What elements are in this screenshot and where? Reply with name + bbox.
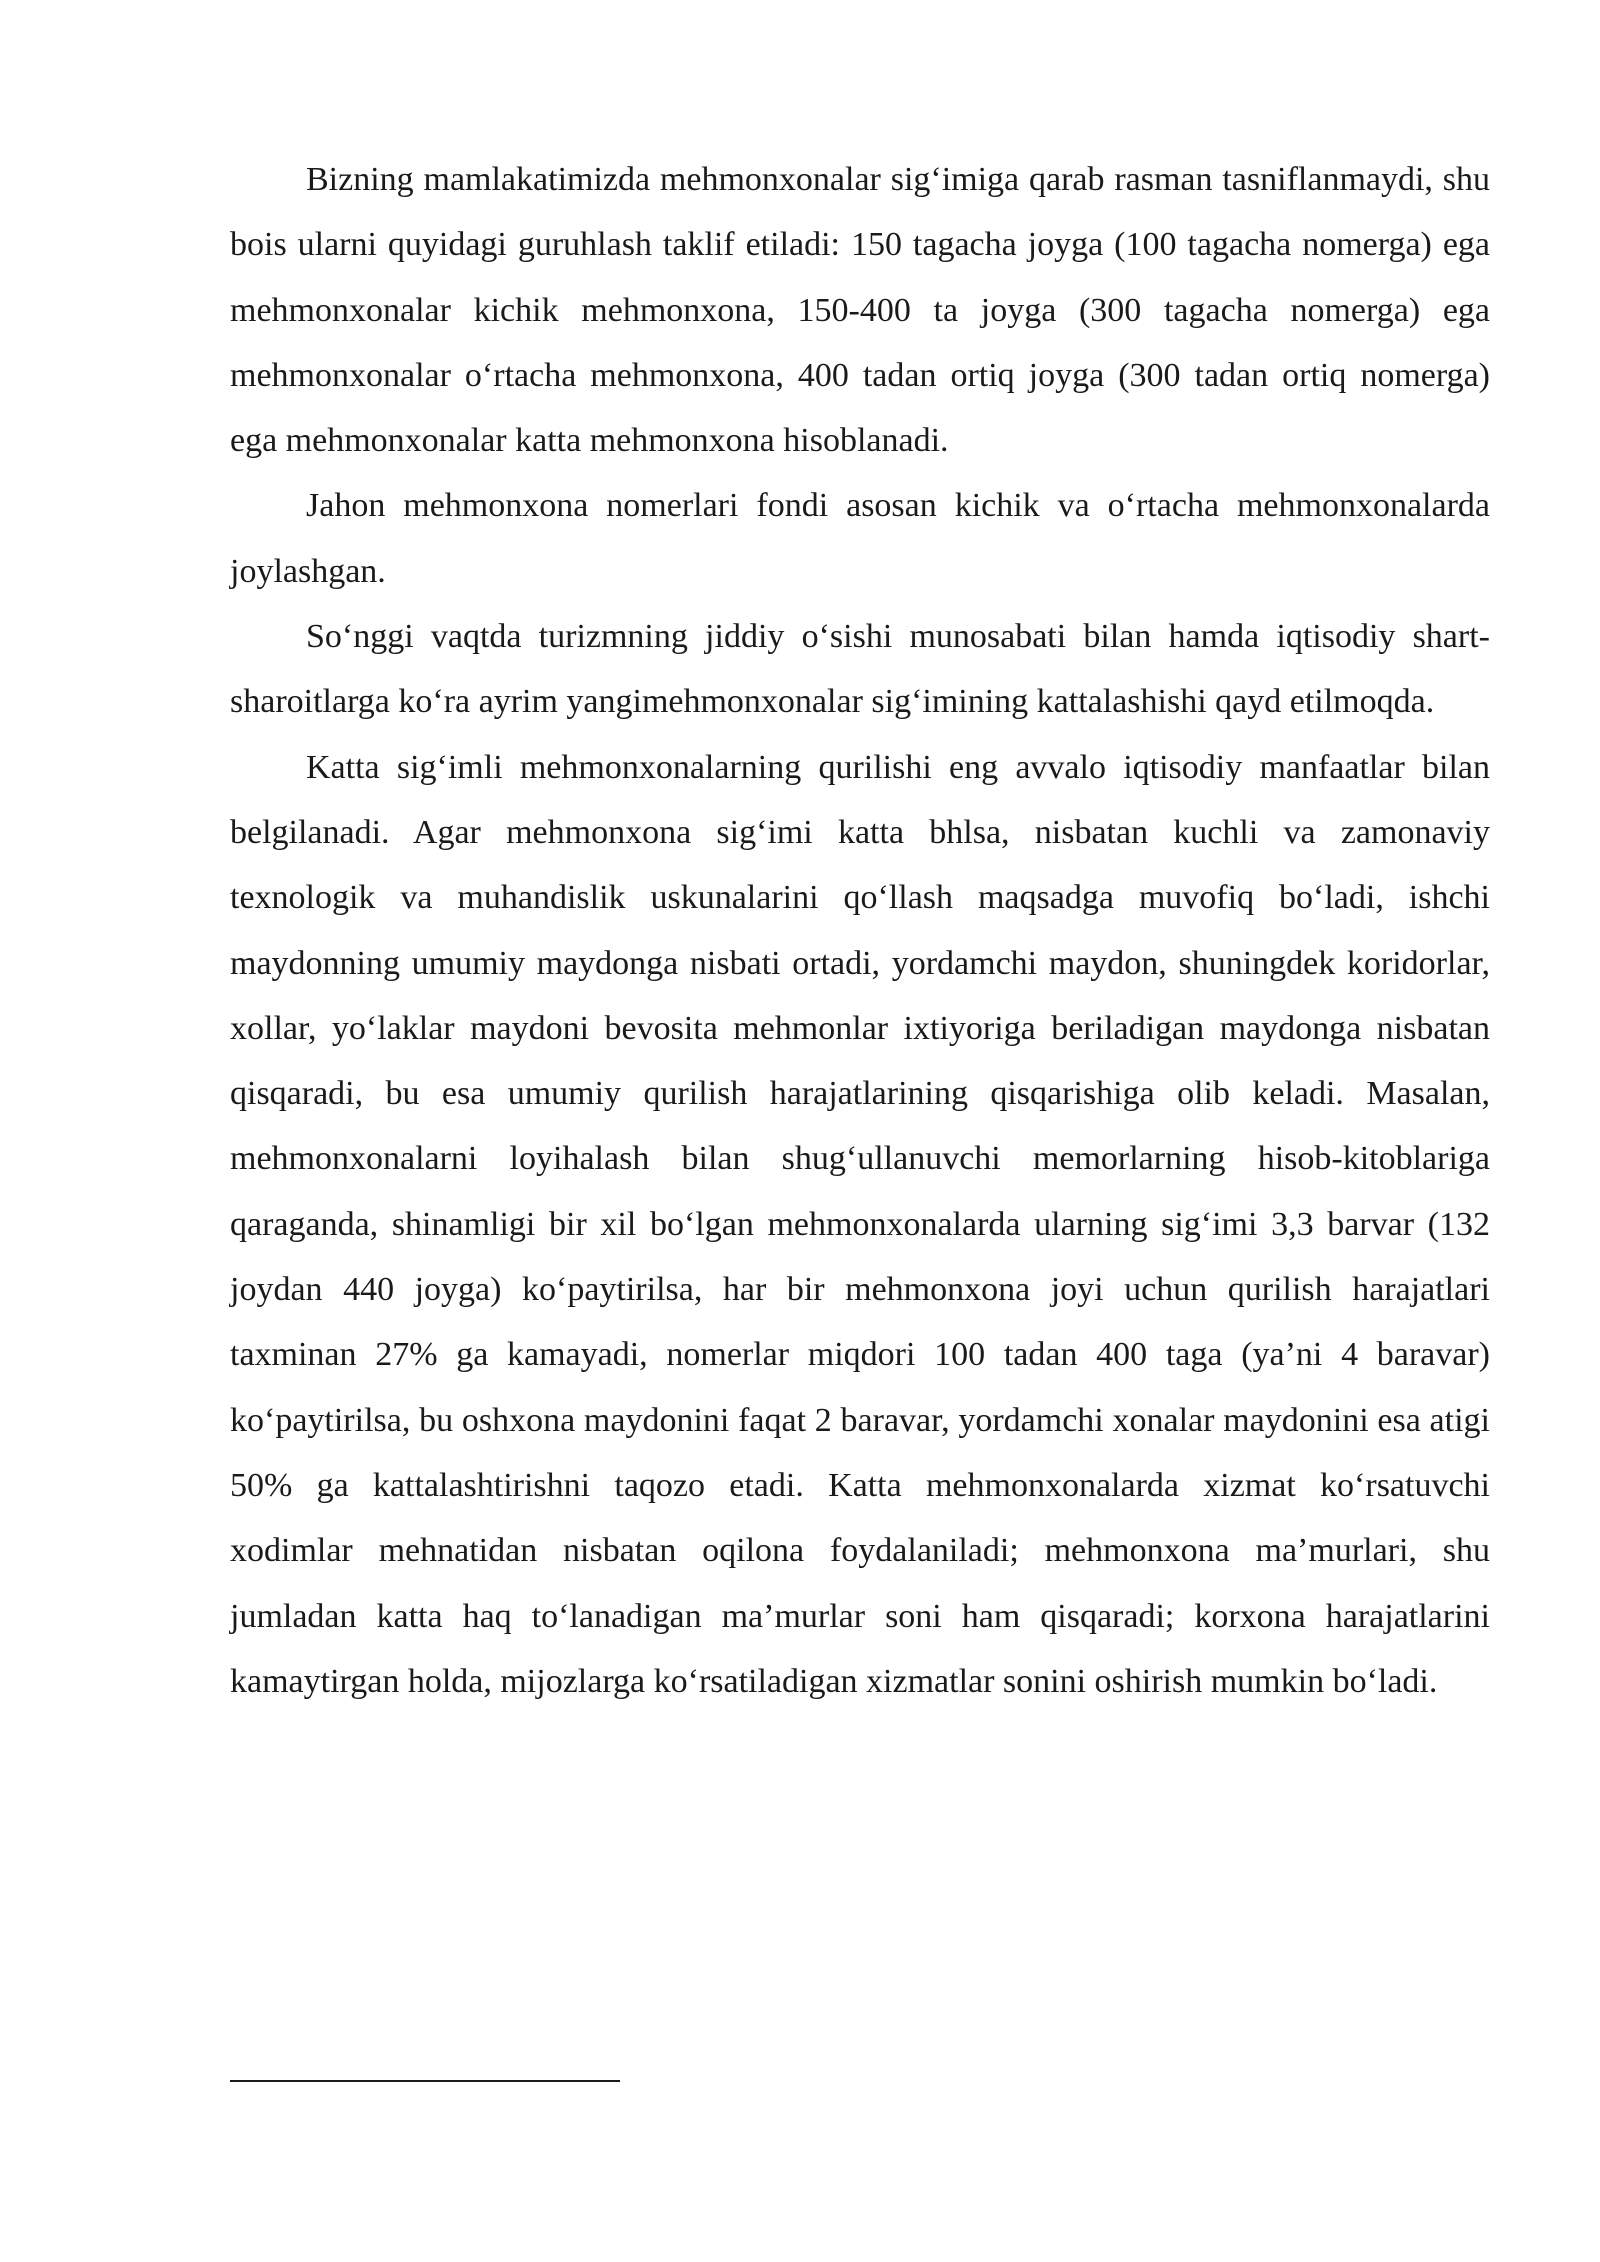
paragraph-world-room-fund: Jahon mehmonxona nomerlari fondi asosan kichik va o‘rtacha mehmonxonalarda joylashgan. [230,487,1490,590]
body-text [230,147,1490,1714]
paragraph-capacity-classification: Bizning mamlakatimizda mehmonxonalar sig‘imiga qarab rasman tasniflanmaydi, shu bois ularni quyidagi guruhlash taklif etiladi: 150 tagacha joyga (100 tagacha nomerga) ega mehmonxonalar kichik mehmonxona, 150-400 ta joyga (300 tagacha nomerga) ega mehmonxonalar o‘rtacha mehmonxona, 400 tadan ortiq joyga (300 tadan ortiq nomerga) ega mehmonxonalar katta mehmonxona hisoblanadi. [230,161,1490,460]
paragraph-large-hotel-economics: Katta sig‘imli mehmonxonalarning qurilishi eng avvalo iqtisodiy manfaatlar bilan belgilanadi. Agar mehmonxona sig‘imi katta bhlsa, nisbatan kuchli va zamonaviy texnologik va muhandislik uskunalarini qo‘llash maqsadga muvofiq bo‘ladi, ishchi maydonning umumiy maydonga nisbati ortadi, yordamchi maydon, shuningdek koridorlar, xollar, yo‘laklar maydoni bevosita mehmonlar ixtiyoriga beriladigan maydonga nisbatan qisqaradi, bu esa umumiy qurilish harajatlarining qisqarishiga olib keladi. Masalan, mehmonxonalarni loyihalash bilan shug‘ullanuvchi memorlarning hisob-kitoblariga qaraganda, shinamligi bir xil bo‘lgan mehmonxonalarda ularning sig‘imi 3,3 barvar (132 joydan 440 joyga) ko‘paytirilsa, har bir mehmonxona joyi uchun qurilish harajatlari taxminan 27% ga kamayadi, nomerlar miqdori 100 tadan 400 taga (ya’ni 4 baravar) ko‘paytirilsa, bu oshxona maydonini faqat 2 baravar, yordamchi xonalar maydonini esa atigi 50% ga kattalashtirishni taqozo etadi. Katta mehmonxonalarda xizmat ko‘rsatuvchi xodimlar mehnatidan nisbatan oqilona foydalaniladi; mehmonxona ma’murlari, shu jumladan katta haq to‘lanadigan ma’murlar soni ham qisqaradi; korxona harajatlarini kamaytirgan holda, mijozlarga ko‘rsatiladigan xizmatlar sonini oshirish mumkin bo‘ladi. [230,748,1490,1700]
footnote-separator [230,2080,620,2082]
paragraph-recent-growth: So‘nggi vaqtda turizmning jiddiy o‘sishi munosabati bilan hamda iqtisodiy shart-sharoitlarga ko‘ra ayrim yangimehmonxonalar sig‘imining kattalashishi qayd etilmoqda. [230,618,1490,721]
